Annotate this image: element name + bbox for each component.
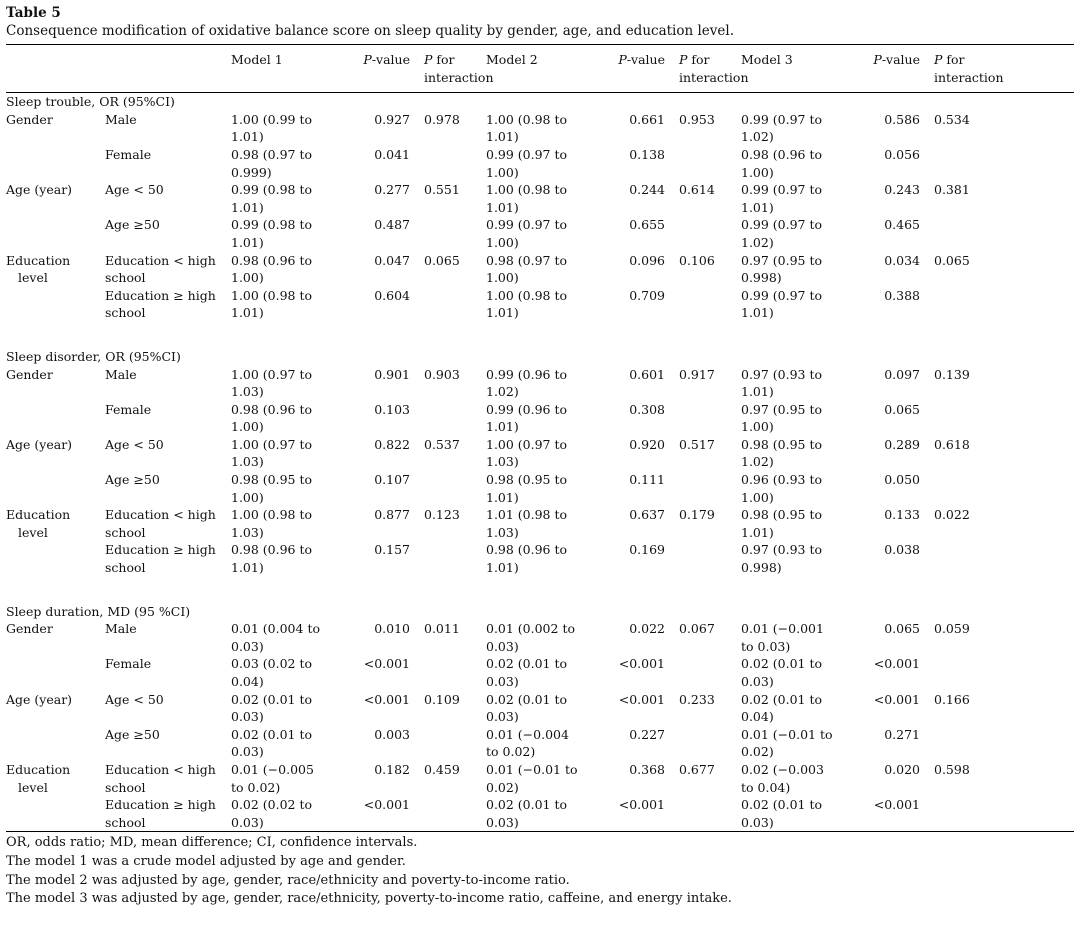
model3-estimate: 0.01 (−0.01 to 0.02) [741, 726, 833, 760]
model2-estimate: 0.98 (0.97 to 1.00) [486, 252, 568, 286]
model1-p-interaction [418, 655, 486, 690]
model2-p-interaction [673, 146, 741, 181]
model2-p-value: 0.661 [629, 111, 665, 127]
model3-p-interaction [928, 146, 1074, 181]
table-notes [6, 834, 1074, 908]
model3-estimate: 0.97 (0.93 to 1.01) [741, 366, 823, 400]
subgroup-label: Education ≥ high school [105, 797, 216, 830]
model3-p-interaction: 0.022 [934, 507, 970, 523]
model1-p-value: 0.487 [374, 217, 410, 233]
model1-p-value: 0.047 [374, 252, 410, 268]
section-title: Sleep duration, MD (95 %CI) [6, 603, 191, 619]
results-table [6, 45, 1074, 831]
subgroup-label: Male [105, 111, 137, 127]
model1-p-value: <0.001 [363, 797, 410, 813]
header-model2: Model 2 [486, 45, 593, 93]
model2-estimate: 0.99 (0.96 to 1.02) [486, 366, 568, 400]
table-row [6, 287, 1074, 322]
model3-p-interaction: 0.618 [934, 436, 970, 452]
model1-estimate: 0.01 (0.004 to 0.03) [231, 621, 320, 654]
note-model3: The model 3 was adjusted by age, gender, race/ethnicity, poverty-to-income ratio, caffeine, and energy intake. [6, 891, 732, 907]
model2-p-value: <0.001 [618, 691, 665, 707]
model2-estimate: 0.01 (−0.01 to 0.02) [486, 761, 578, 795]
model2-p-value: 0.637 [629, 507, 665, 523]
model3-p-interaction [928, 471, 1074, 506]
subgroup-label: Education < high school [105, 252, 216, 286]
model1-estimate: 0.98 (0.97 to 0.999) [231, 146, 313, 180]
section-title: Sleep disorder, OR (95%CI) [6, 348, 181, 364]
model3-p-value: 0.289 [884, 436, 920, 452]
model2-p-interaction: 0.179 [679, 507, 715, 523]
model3-p-value: 0.271 [884, 726, 920, 742]
group-label [6, 541, 105, 576]
header-p-value: P-value [338, 45, 418, 93]
header-empty [6, 45, 105, 93]
model1-p-value: 0.041 [374, 146, 410, 162]
table-label: Table 5 [6, 5, 61, 21]
group-label [6, 726, 105, 761]
group-label: Gender [6, 111, 53, 127]
table-row [6, 691, 1074, 726]
table-row [6, 401, 1074, 436]
model2-p-value: 0.920 [629, 436, 665, 452]
model2-estimate: 0.98 (0.96 to 1.01) [486, 542, 568, 576]
model1-estimate: 1.00 (0.97 to 1.03) [231, 366, 313, 400]
note-model2: The model 2 was adjusted by age, gender, race/ethnicity and poverty-to-income ratio. [6, 872, 570, 888]
model2-p-value: <0.001 [618, 656, 665, 672]
model3-estimate: 0.97 (0.93 to 0.998) [741, 542, 823, 576]
group-label [6, 146, 105, 181]
model2-p-interaction: 0.677 [679, 761, 715, 777]
model2-p-value: <0.001 [618, 797, 665, 813]
model1-p-value: 0.107 [374, 472, 410, 488]
model2-estimate: 0.99 (0.96 to 1.01) [486, 401, 568, 435]
model3-p-interaction [928, 655, 1074, 690]
subgroup-label: Female [105, 656, 152, 672]
model2-estimate: 1.00 (0.98 to 1.01) [486, 287, 568, 321]
model3-p-value: <0.001 [873, 797, 920, 813]
model3-p-interaction: 0.166 [934, 691, 970, 707]
model3-estimate: 0.98 (0.95 to 1.01) [741, 507, 823, 540]
model2-p-value: 0.111 [629, 472, 665, 488]
model1-estimate: 0.98 (0.95 to 1.00) [231, 472, 313, 505]
model2-p-value: 0.709 [629, 287, 665, 303]
model1-p-value: 0.182 [374, 761, 410, 777]
model3-p-interaction [928, 796, 1074, 831]
group-label: Gender [6, 621, 53, 637]
section-title: Sleep trouble, OR (95%CI) [6, 94, 175, 110]
subgroup-label: Male [105, 366, 137, 382]
model1-p-value: 0.927 [374, 111, 410, 127]
subgroup-label: Education ≥ high school [105, 287, 216, 321]
model3-p-value: 0.056 [884, 146, 920, 162]
model2-estimate: 1.00 (0.97 to 1.03) [486, 436, 568, 470]
model3-p-value: 0.065 [884, 621, 920, 637]
header-p-interaction: P for interaction [418, 45, 486, 93]
model2-estimate: 0.99 (0.97 to 1.00) [486, 146, 568, 180]
model2-p-value: 0.227 [629, 726, 665, 742]
group-label: Gender [6, 366, 53, 382]
model3-p-value: 0.038 [884, 542, 920, 558]
model1-estimate: 1.00 (0.98 to 1.03) [231, 507, 313, 540]
model1-p-interaction [418, 541, 486, 576]
subgroup-label: Education < high school [105, 761, 216, 795]
header-model1: Model 1 [231, 45, 338, 93]
model1-p-interaction: 0.459 [424, 761, 460, 777]
model2-p-interaction: 0.517 [679, 436, 715, 452]
model2-p-interaction [673, 655, 741, 690]
group-label [6, 401, 105, 436]
model1-p-interaction: 0.123 [424, 507, 460, 523]
model2-p-interaction [673, 287, 741, 322]
model1-p-interaction: 0.065 [424, 252, 460, 268]
model2-p-value: 0.138 [629, 146, 665, 162]
bottom-rule [6, 831, 1074, 832]
subgroup-label: Education ≥ high school [105, 542, 216, 576]
model2-p-interaction [673, 796, 741, 831]
model2-estimate: 1.00 (0.98 to 1.01) [486, 182, 568, 215]
model2-p-value: 0.655 [629, 217, 665, 233]
group-label: Education level [6, 252, 71, 286]
section-heading-row [6, 603, 1074, 621]
model3-p-interaction [928, 287, 1074, 322]
model3-p-value: 0.133 [884, 507, 920, 523]
table-header [6, 45, 1074, 93]
model2-p-value: 0.601 [629, 366, 665, 382]
table-row [6, 436, 1074, 471]
model1-estimate: 0.02 (0.02 to 0.03) [231, 797, 313, 830]
model1-estimate: 0.98 (0.96 to 1.01) [231, 542, 313, 576]
model1-p-value: <0.001 [363, 656, 410, 672]
model3-estimate: 0.96 (0.93 to 1.00) [741, 472, 823, 505]
model1-p-interaction: 0.011 [424, 621, 460, 637]
model1-estimate: 0.02 (0.01 to 0.03) [231, 726, 313, 760]
model3-estimate: 0.02 (0.01 to 0.03) [741, 797, 823, 830]
subgroup-label: Age < 50 [105, 182, 164, 198]
model3-p-interaction [928, 541, 1074, 576]
model3-p-value: 0.243 [884, 182, 920, 198]
model3-p-interaction: 0.598 [934, 761, 970, 777]
model1-p-interaction [418, 471, 486, 506]
model1-p-value: <0.001 [363, 691, 410, 707]
model3-p-value: <0.001 [873, 656, 920, 672]
model2-p-interaction: 0.067 [679, 621, 715, 637]
header-empty [105, 45, 231, 93]
model1-estimate: 0.99 (0.98 to 1.01) [231, 217, 313, 250]
model2-estimate: 0.98 (0.95 to 1.01) [486, 472, 568, 505]
model1-p-interaction [418, 401, 486, 436]
model1-p-value: 0.822 [374, 436, 410, 452]
model3-p-value: 0.388 [884, 287, 920, 303]
model3-estimate: 0.01 (−0.001 to 0.03) [741, 621, 824, 654]
table-row [6, 796, 1074, 831]
model2-p-value: 0.096 [629, 252, 665, 268]
model3-estimate: 0.98 (0.96 to 1.00) [741, 146, 823, 180]
model2-p-interaction: 0.106 [679, 252, 715, 268]
subgroup-label: Age ≥50 [105, 472, 160, 488]
model3-estimate: 0.99 (0.97 to 1.02) [741, 217, 823, 250]
subgroup-label: Age < 50 [105, 691, 164, 707]
table-caption: Consequence modification of oxidative balance score on sleep quality by gender, age, and education level. [6, 23, 735, 39]
model1-p-value: 0.157 [374, 542, 410, 558]
model3-estimate: 0.98 (0.95 to 1.02) [741, 436, 823, 470]
group-label: Age (year) [6, 691, 73, 707]
model2-estimate: 0.01 (0.002 to 0.03) [486, 621, 575, 654]
model3-p-value: 0.586 [884, 111, 920, 127]
model1-p-interaction: 0.903 [424, 366, 460, 382]
table-row [6, 726, 1074, 761]
subgroup-label: Female [105, 146, 152, 162]
model2-estimate: 0.02 (0.01 to 0.03) [486, 797, 568, 830]
model3-estimate: 0.97 (0.95 to 0.998) [741, 252, 823, 286]
model1-p-interaction [418, 287, 486, 322]
section-heading-row [6, 348, 1074, 366]
model1-p-value: 0.277 [374, 182, 410, 198]
header-p-interaction: P for interaction [928, 45, 1074, 93]
model1-estimate: 0.99 (0.98 to 1.01) [231, 182, 313, 215]
model1-estimate: 1.00 (0.99 to 1.01) [231, 111, 313, 145]
table-row [6, 146, 1074, 181]
table-row [6, 111, 1074, 146]
group-label [6, 216, 105, 251]
model1-p-interaction [418, 796, 486, 831]
table-row [6, 216, 1074, 251]
model1-p-interaction [418, 146, 486, 181]
model1-p-value: 0.877 [374, 507, 410, 523]
model1-estimate: 0.98 (0.96 to 1.00) [231, 252, 313, 286]
model2-p-interaction [673, 471, 741, 506]
model3-p-value: 0.050 [884, 472, 920, 488]
model1-estimate: 0.02 (0.01 to 0.03) [231, 691, 313, 725]
table-figure [6, 4, 1074, 909]
model3-estimate: 0.99 (0.97 to 1.01) [741, 287, 823, 321]
subgroup-label: Age ≥50 [105, 726, 160, 742]
group-label: Education level [6, 761, 71, 795]
model1-p-interaction: 0.551 [424, 182, 460, 198]
model3-p-interaction [928, 401, 1074, 436]
model1-estimate: 1.00 (0.98 to 1.01) [231, 287, 313, 321]
header-p-value: P-value [848, 45, 928, 93]
model2-estimate: 1.01 (0.98 to 1.03) [486, 507, 568, 540]
group-label [6, 796, 105, 831]
model1-p-interaction: 0.537 [424, 436, 460, 452]
model2-p-interaction: 0.233 [679, 691, 715, 707]
header-p-interaction: P for interaction [673, 45, 741, 93]
table-body [6, 93, 1074, 832]
model3-p-interaction: 0.059 [934, 621, 970, 637]
table-row [6, 620, 1074, 655]
model3-p-interaction: 0.381 [934, 182, 970, 198]
subgroup-label: Female [105, 401, 152, 417]
table-row [6, 506, 1074, 541]
table-row [6, 761, 1074, 796]
note-abbreviations: OR, odds ratio; MD, mean difference; CI, confidence intervals. [6, 835, 418, 851]
model2-estimate: 0.01 (−0.004 to 0.02) [486, 726, 569, 760]
group-label [6, 287, 105, 322]
model1-p-value: 0.604 [374, 287, 410, 303]
model1-p-value: 0.901 [374, 366, 410, 382]
model3-p-interaction: 0.065 [934, 252, 970, 268]
model3-p-interaction [928, 726, 1074, 761]
model1-estimate: 0.03 (0.02 to 0.04) [231, 656, 313, 689]
model1-p-value: 0.003 [374, 726, 410, 742]
model2-p-interaction: 0.917 [679, 366, 715, 382]
model2-estimate: 1.00 (0.98 to 1.01) [486, 111, 568, 145]
table-row [6, 366, 1074, 401]
model1-p-interaction: 0.978 [424, 111, 460, 127]
model2-p-value: 0.368 [629, 761, 665, 777]
model3-p-interaction: 0.139 [934, 366, 970, 382]
header-p-value: P-value [593, 45, 673, 93]
model3-p-value: 0.097 [884, 366, 920, 382]
model2-estimate: 0.99 (0.97 to 1.00) [486, 217, 568, 250]
model1-p-interaction [418, 216, 486, 251]
note-model1: The model 1 was a crude model adjusted by age and gender. [6, 853, 406, 869]
section-heading-row [6, 93, 1074, 111]
model2-p-interaction [673, 541, 741, 576]
table-row [6, 181, 1074, 216]
group-label [6, 655, 105, 690]
model3-p-value: 0.465 [884, 217, 920, 233]
model2-estimate: 0.02 (0.01 to 0.03) [486, 691, 568, 725]
model2-p-interaction [673, 401, 741, 436]
model1-p-interaction: 0.109 [424, 691, 460, 707]
model2-p-interaction [673, 216, 741, 251]
model3-p-interaction: 0.534 [934, 111, 970, 127]
group-label: Age (year) [6, 436, 73, 452]
section-spacer [6, 577, 1074, 603]
table-row [6, 252, 1074, 287]
table-row [6, 471, 1074, 506]
model3-estimate: 0.02 (0.01 to 0.03) [741, 656, 823, 689]
model1-estimate: 1.00 (0.97 to 1.03) [231, 436, 313, 470]
section-spacer [6, 322, 1074, 348]
subgroup-label: Age < 50 [105, 436, 164, 452]
group-label: Age (year) [6, 182, 73, 198]
model2-estimate: 0.02 (0.01 to 0.03) [486, 656, 568, 689]
model2-p-interaction: 0.614 [679, 182, 715, 198]
model3-p-interaction [928, 216, 1074, 251]
table-row [6, 655, 1074, 690]
model3-estimate: 0.02 (0.01 to 0.04) [741, 691, 823, 725]
model2-p-interaction: 0.953 [679, 111, 715, 127]
model3-estimate: 0.97 (0.95 to 1.00) [741, 401, 823, 435]
header-model3: Model 3 [741, 45, 848, 93]
table-row [6, 541, 1074, 576]
subgroup-label: Male [105, 621, 137, 637]
model1-estimate: 0.98 (0.96 to 1.00) [231, 401, 313, 435]
model2-p-value: 0.169 [629, 542, 665, 558]
model2-p-interaction [673, 726, 741, 761]
model3-p-value: <0.001 [873, 691, 920, 707]
model2-p-value: 0.022 [629, 621, 665, 637]
model3-p-value: 0.020 [884, 761, 920, 777]
model1-p-interaction [418, 726, 486, 761]
group-label: Education level [6, 507, 71, 540]
model3-estimate: 0.99 (0.97 to 1.01) [741, 182, 823, 215]
group-label [6, 471, 105, 506]
model2-p-value: 0.308 [629, 401, 665, 417]
model3-p-value: 0.065 [884, 401, 920, 417]
model1-estimate: 0.01 (−0.005 to 0.02) [231, 761, 314, 795]
model3-estimate: 0.02 (−0.003 to 0.04) [741, 761, 824, 795]
model1-p-value: 0.103 [374, 401, 410, 417]
model3-p-value: 0.034 [884, 252, 920, 268]
model3-estimate: 0.99 (0.97 to 1.02) [741, 111, 823, 145]
subgroup-label: Education < high school [105, 507, 216, 540]
model2-p-value: 0.244 [629, 182, 665, 198]
subgroup-label: Age ≥50 [105, 217, 160, 233]
model1-p-value: 0.010 [374, 621, 410, 637]
